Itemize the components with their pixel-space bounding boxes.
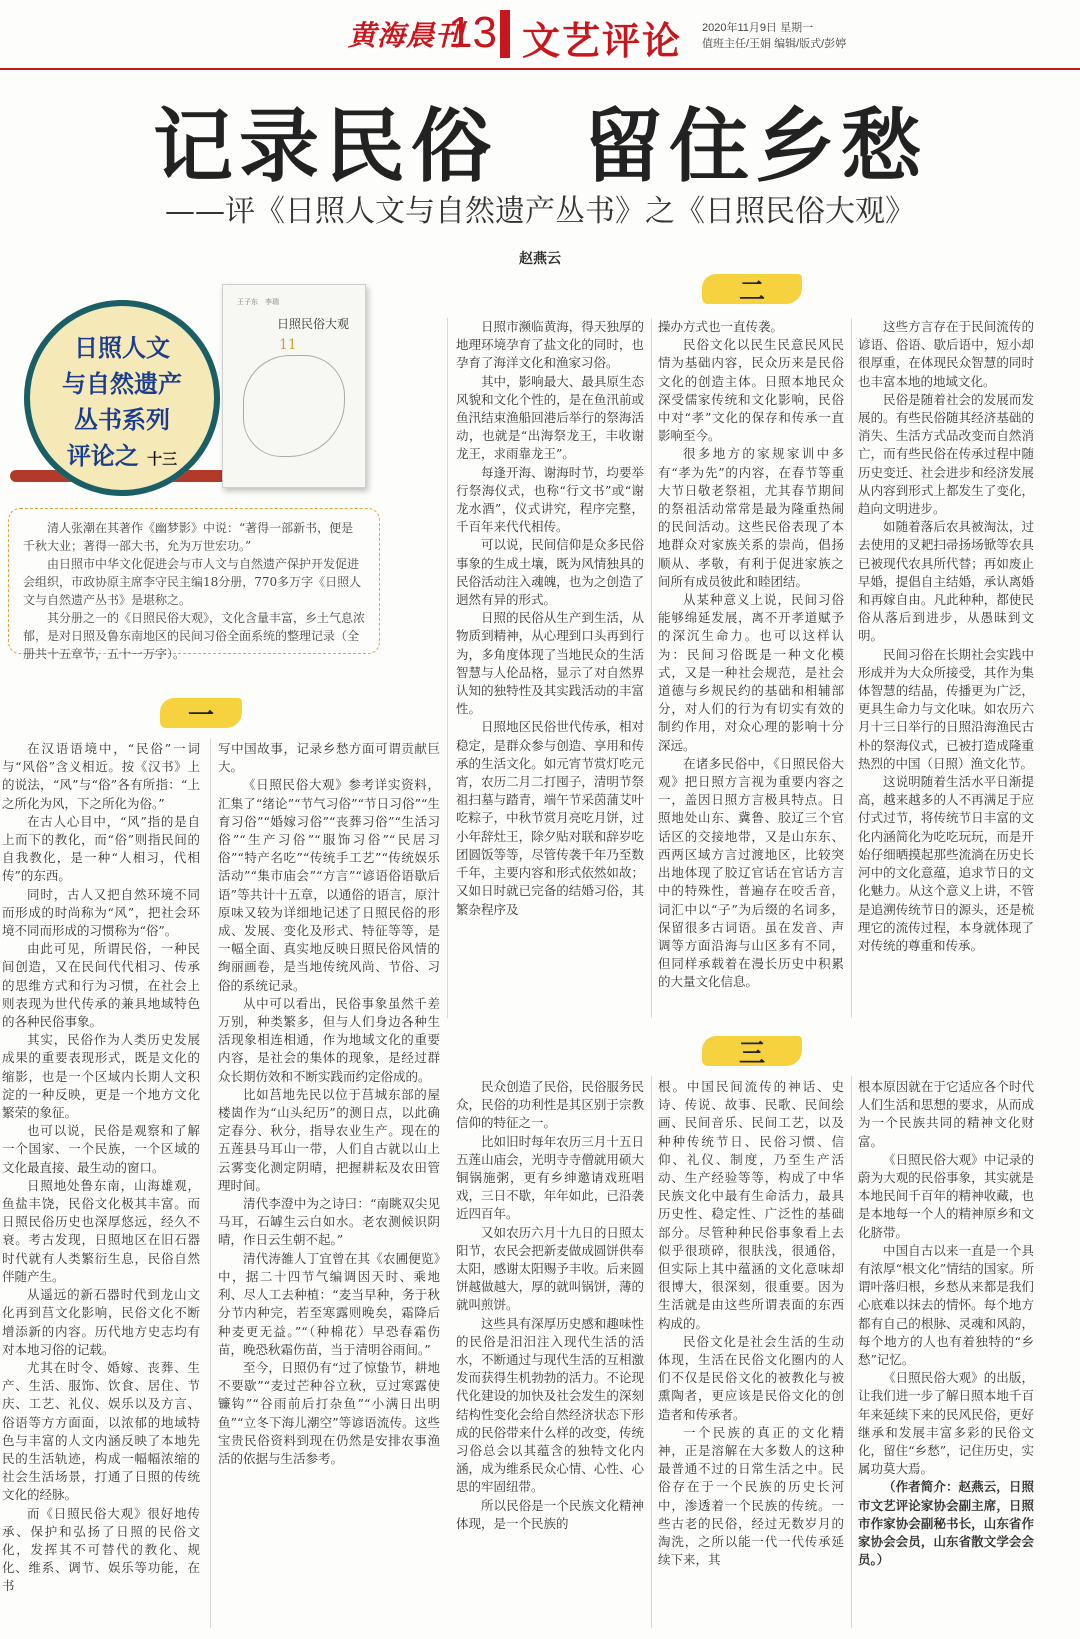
column-1 (2, 740, 200, 1596)
column-3-bottom (456, 1078, 644, 1533)
paragraph: 同时，古人又把自然环境不同而形成的时尚称为“风”，把社会环境不同而形成的习惯称为“俗”。 (2, 886, 200, 939)
column-3-top (456, 318, 644, 919)
column-4-bottom (658, 1078, 844, 1569)
intro-box (8, 508, 380, 661)
paragraph: 这些方言存在于民间流传的谚语、俗语、歇后语中，短小却很厚重，在体现民众智慧的同时也丰富本地的地域文化。 (858, 319, 1034, 389)
paragraph: 每逢开海、谢海时节，均要举行祭海仪式，也称“行文书”或“谢龙水酒”，仪式讲究，程序完整，千百年来代代相传。 (456, 464, 644, 535)
article-author: 赵燕云 (519, 250, 561, 266)
badge-line-text: 评论之 (66, 442, 139, 470)
editor-line: 值班主任/王娟 编辑/版式/彭婷 (702, 38, 847, 50)
paragraph: 日照市濒临黄海，得天独厚的地理环境孕育了盐文化的同时，也孕育了海洋文化和渔家习俗。 (456, 319, 644, 371)
badge-line: 日照人文 (74, 334, 170, 362)
date-line: 2020年11月9日 星期一 (702, 22, 814, 34)
map-outline (243, 355, 345, 457)
book-editors: 王子东 李瑞 (237, 298, 279, 306)
section-marker-two: 二 (702, 274, 802, 304)
paragraph: 这说明随着生活水平日渐提高，越来越多的人不再满足于应付式过节，将传统节日丰富的文化内涵简化为吃吃玩玩，而是开始仔细晒摸起那些流淌在历史长河中的文化意蕴，追求节日的文化魅力。从这个意义上讲，不管是追溯传统节日的源头，还是梳理它的流传过程，本身就体现了对传统的尊重和传承。 (858, 774, 1034, 953)
paragraph: 清代涛雒人丁宜曾在其《农圃便览》中，据二十四节气编调因天时、乘地利、尽人工去种植：“麦当早种，务于秋分节内种完，若至寒露则晚矣，霜降后种麦更无益。”“（种棉花）早恐春霜伤苗，晚恐秋霜伤苗，当于清明谷雨间。” (218, 1250, 440, 1357)
paragraph: 如随着落后农具被淘汰，过去使用的叉耙扫帚扬场锨等农具已被现代农具所代替；再如废止早婚，提倡自主结婚，承认离婚和再嫁自由。凡此种种，都使民俗从落后到进步，从愚昧到文明。 (858, 519, 1034, 644)
paragraph: 根。中国民间流传的神话、史诗、传说、故事、民歌、民间绘画、民间音乐、民间工艺，以及种种传统节日、民俗习惯、信仰、礼仪、制度，乃至生产活动、生产经验等等，构成了中华民族文化中最有生命活力，最具历史性、稳定性、广泛性的基础部分。尽管种种民俗事象看上去似乎很琐碎，很肤浅，很通俗，但实际上其中蕴涵的文化意味却很博大，很深刻，很重要。因为生活就是由这些所谓表面的东西构成的。 (658, 1079, 844, 1331)
paragraph: 清代李澄中为之诗曰：“南眺双尖见马耳，石罅生云白如水。老农测候识阴晴，作日云生朝不起。” (218, 1196, 440, 1248)
paragraph: 民众创造了民俗，民俗服务民众，民俗的功利性是其区别于宗教信仰的特征之一。 (456, 1079, 644, 1131)
article-subtitle: ——评《日照人文与自然遗产丛书》之《日照民俗大观》 (165, 194, 915, 229)
section-marker-one: 一 (160, 698, 242, 728)
paragraph: 民俗文化以民生民意民风民情为基础内容，民众历来是民俗文化的创造主体。日照本地民众深受儒家传统和文化影响，民俗中对“孝”文化的保存和传承一直影响至今。 (658, 337, 844, 444)
paragraph: 又如农历六月十九日的日照太阳节，农民会把新麦做成圆饼供奉太阳，感谢太阳赐予丰收。后来圆饼越做越大，厚的就叫锅饼，薄的就叫煎饼。 (456, 1224, 644, 1313)
page-number: 13 (448, 8, 497, 57)
paragraph: 在诸多民俗中，《日照民俗大观》把日照方言视为重要内容之一，盖因日照方言极具特点。日照地处山东、冀鲁、胶辽三个官话区的交接地带，又是山东东、西两区域方言过渡地区，比较突出地体现了胶辽官话在官话方言中的特殊性，普遍存在咬舌音，词汇中以“子”为后缀的名词多，保留很多古词语。虽在发音、声调等方面沿海与山区多有不同，但同样承载着在漫长历史中积累的大量文化信息。 (658, 755, 844, 990)
author-bio: （作者简介：赵燕云，日照市文艺评论家协会副主席，日照市作家协会副秘书长，山东省作家协会会员，山东省散文学会会员。） (858, 1479, 1034, 1568)
column-5-bottom (858, 1078, 1034, 1569)
column-rule (651, 318, 652, 1018)
column-5-top (858, 318, 1034, 955)
paragraph: 一个民族的真正的文化精神，正是溶解在大多数人的这种最普通不过的日常生活之中。民俗存在于一个民族的历史长河中，渗透着一个民族的传统。一些古老的民俗，经过无数岁月的淘洗，之所以能一代一代传承延续下来，其 (658, 1424, 844, 1568)
paragraph: 比如莒地先民以位于莒城东部的屋楼崮作为“山头纪历”的测日点，以此确定春分、秋分，指导农业生产。现在的五莲县马耳山一带，人们自古就以山上云雾变化测定阴晴，把握耕耘及农田管理时间。 (218, 1086, 440, 1193)
badge-line: 丛书系列 (74, 406, 170, 434)
paragraph: 根本原因就在于它适应各个时代人们生活和思想的要求，从而成为一个民族共同的精神文化财富。 (858, 1079, 1034, 1149)
paragraph: 日照的民俗从生产到生活，从物质到精神，从心理到口头再到行为，多角度体现了当地民众的生活智慧与人伦品格，显示了对自然界认知的独特性及其实践活动的丰富性。 (456, 610, 644, 717)
paragraph: 很多地方的家规家训中多有“孝为先”的内容，在春节等重大节日敬老祭祖，尤其春节期间的祭祖活动常常是最为隆重热闹的民间活动。这些民俗表现了本地群众对家族关系的崇尚，倡扬顺从、孝敬，有利于促进家族之间所有成员彼此和睦团结。 (658, 446, 844, 589)
column-rule (447, 318, 448, 1018)
paragraph: 操办方式也一直传袭。 (658, 319, 784, 334)
book-series-mark: 11 (279, 337, 297, 353)
paragraph: 《日照民俗大观》中记录的蔚为大观的民俗事象，其实就是本地民间千百年的精神收藏，也是本地每一个人的精神原乡和文化脐带。 (858, 1151, 1034, 1240)
badge-number: 十三 (147, 450, 178, 468)
paragraph: 在古人心目中，“风”指的是自上而下的教化，而“俗”则指民间的自我教化，是一种“人相习，代相传”的东西。 (2, 813, 200, 884)
paragraph: 写中国故事，记录乡愁方面可谓贡献巨大。 (218, 741, 440, 775)
paragraph: 尤其在时令、婚嫁、丧葬、生产、生活、服饰、饮食、居住、节庆、工艺、礼仪、娱乐以及方言、俗语等方方面面，以浓郁的地域特色与丰富的人文内涵反映了本地先民的生活轨迹，构成一幅幅浓缩的社会生活场景，打通了日照的传统文化的经脉。 (2, 1359, 200, 1503)
column-4-top (658, 318, 844, 992)
paragraph: 民间习俗在长期社会实践中形成并为大众所接受，其作为集体智慧的结晶，传播更为广泛，更具生命力与文化味。如农历六月十三日举行的日照沿海渔民古朴的祭海仪式，已被打造成隆重热烈的中国（日照）渔文化节。 (858, 646, 1034, 771)
paragraph: 这些具有深厚历史感和趣味性的民俗是汨汨注入现代生活的活水，不断通过与现代生活的互相激发而获得生机勃勃的活力。不论现代化建设的加快及社会发生的深刻结构性变化会给自然经济状态下形成的民俗带来什么样的改变，传统习俗总会以其蕴含的独特文化内涵，成为维系民众心情、心性、心思的牢固纽带。 (456, 1315, 644, 1495)
paragraph: 日照地处鲁东南，山海雄观，鱼盐丰饶，民俗文化极其丰富。而日照民俗历史也深厚悠远，经久不衰。考古发现，日照地区在旧石器时代就有人类繁衍生息，民俗自然伴随产生。 (2, 1177, 200, 1284)
intro-paragraph: 由日照市中华文化促进会与市人文与自然遗产保护开发促进会组织，市政协原主席李守民主编18分册，770多万字《日照人文与自然遗产丛书》是堪称之。 (23, 557, 362, 607)
masthead (0, 0, 1080, 70)
paragraph: 所以民俗是一个民族文化精神体现，是一个民族的 (456, 1497, 644, 1531)
paragraph: 《日照民俗大观》的出版，让我们进一步了解日照本地千百年来延续下来的民风民俗，更好继承和发展丰富多彩的民俗文化，留住“乡愁”，记住历史，实属功莫大焉。 (858, 1370, 1034, 1477)
paragraph: 从遥远的新石器时代到龙山文化再到莒文化影响，民俗文化不断增添新的内容。历代地方史志均有对本地习俗的记载。 (2, 1287, 200, 1357)
column-rule (210, 738, 211, 1628)
paragraph: 也可以说，民俗是观察和了解一个国家、一个民族，一个区域的文化最直接、最生动的窗口。 (2, 1123, 200, 1175)
intro-paragraph: 其分册之一的《日照民俗大观》，文化含量丰富，乡土气息浓郁，是对日照及鲁东南地区的民间习俗全面系统的整理记录（全册共十五章节，五十一万字）。 (23, 611, 366, 661)
masthead-rule (0, 68, 1080, 70)
series-badge (24, 300, 220, 496)
badge-line (24, 438, 220, 477)
paragraph: 《日照民俗大观》参考详实资料，汇集了“绪论”“节气习俗”“节日习俗”“生育习俗”“婚嫁习俗”“丧葬习俗”“生活习俗”“生产习俗”“服饰习俗”“民居习俗”“特产名吃”“传统手工艺”“传统娱乐活动”“集市庙会”“方言”“谚语俗语歇后语”等共计十五章，以通俗的语言，原汁原味又较为详细地记述了日照民俗的形成、发展、变化及形式、特征等等，是一幅全面、真实地反映日照民俗风情的绚丽画卷，是当地传统风尚、节俗、习俗的系统记录。 (218, 777, 440, 993)
paragraph: 可以说，民间信仰是众多民俗事象的生成土壤，既为风情独具的民俗活动注入魂魄，也为之创造了迥然有异的形式。 (456, 537, 644, 608)
paragraph: 其实，民俗作为人类历史发展成果的重要表现形式，既是文化的缩影，也是一个区域内长期人文积淀的一种反映，更是一个地方文化繁荣的象征。 (2, 1032, 200, 1121)
paragraph: 日照地区民俗世代传承，相对稳定，是群众参与创造、享用和传承的生活文化。如元宵节赏灯吃元宵，农历二月二打囤子，清明节祭祖扫墓与踏青，端午节采茵蒲艾叶吃粽子，中秋节赏月亮吃月饼，过小年辞灶王，除夕贴对联和辞岁吃团圆饭等等，尽管传袭千年乃至数千年，主要内容和形式依然如故；又如日时就已完备的结婚习俗，其繁杂程序及 (456, 719, 644, 917)
column-2 (218, 740, 440, 1468)
paragraph: 而《日照民俗大观》很好地传承、保护和弘扬了日照的民俗文化，发挥其不可替代的教化、规化、维系、调节、娱乐等功能，在书 (2, 1505, 200, 1594)
section-title: 文艺评论 (522, 18, 683, 63)
issue-date (702, 20, 846, 52)
newspaper-name: 黄海晨刊 (348, 19, 465, 52)
paragraph: 至今，日照仍有“过了惊蛰节，耕地不要歇”“麦过芒种谷立秋，豆过寒露使镰钩”“谷雨前后打杂鱼”“小满日出明鱼”“立冬下海儿潮空”等谚语流传。这些宝贵民俗资料到现在仍然是安排农事渔活的依据与生活参考。 (218, 1359, 440, 1466)
masthead-divider (500, 10, 510, 58)
paragraph: 比如旧时每年农历三月十五日五莲山庙会，光明寺寺僧就用硕大铜锅施粥，更有乡绅邀请戏班唱戏，三日不歇，年年如此，已沿袭近四百年。 (456, 1133, 644, 1222)
article-title: 记录民俗 留住乡愁 (153, 99, 927, 193)
paragraph: 民俗文化是社会生活的生动体现，生活在民俗文化圈内的人们不仅是民俗文化的被教化与被熏陶者，更应该是民俗文化的创造者和传承者。 (658, 1333, 844, 1422)
column-rule (651, 1076, 652, 1628)
paragraph: 其中，影响最大、最具原生态风貌和文化个性的，是在鱼汛前或鱼汛结束渔船回港后举行的祭海活动，也就是“出海祭龙王，丰收谢龙王，求雨靠龙王”。 (456, 373, 644, 462)
paragraph: 从中可以看出，民俗事象虽然千差万别，种类繁多，但与人们身边各种生活现象相连相通，作为地域文化的重要内容，是社会的集体的现象，是经过群众长期仿效和不断实践而约定俗成的。 (218, 995, 440, 1084)
paragraph: 由此可见，所谓民俗，一种民间创造，又在民间代代相习、传承的思维方式和行为习惯，在社会上则表现为世代传承的兼具地域特色的各种民俗事象。 (2, 941, 200, 1030)
column-rule (851, 318, 852, 1018)
column-rule (851, 1076, 852, 1628)
paragraph: 民俗是随着社会的发展而发展的。有些民俗随其经济基础的消失、生活方式品改变而自然消亡，而有些民俗在传承过程中随历史变迁、社会进步和经济发展从内容到形式上都发生了变化，趋向文明进步。 (858, 391, 1034, 517)
book-cover (222, 284, 366, 488)
badge-line: 与自然遗产 (62, 370, 182, 398)
paragraph: 在汉语语境中，“民俗”一词与“风俗”含义相近。按《汉书》上的说法，“风”与“俗”各有所指：“上之所化为风，下之所化为俗。” (2, 741, 200, 811)
paragraph: 从某种意义上说，民间习俗能够绵延发展，离不开孝道赋予的深沉生命力。也可以这样认为：民间习俗既是一种文化模式，又是一种社会规范，是社会道德与乡规民约的基础和相辅部分，对人们的行为有切实有效的制约作用，对众心理的影响十分深远。 (658, 592, 844, 753)
section-marker-three: 三 (702, 1036, 802, 1066)
badge-text (24, 330, 220, 477)
paragraph: 中国自古以来一直是一个具有浓厚“根文化”情结的国家。所谓叶落归根，乡愁从来都是我们心底难以抹去的情怀。每个地方都有自己的根脉、灵魂和风韵，每个地方的人也有着独特的“乡愁”记忆。 (858, 1242, 1034, 1368)
intro-paragraph: 清人张潮在其著作《幽梦影》中说：“著得一部新书，便是千秋大业；著得一部大书，允为万世宏功。” (23, 521, 354, 553)
book-title: 日照民俗大观 (277, 317, 350, 331)
